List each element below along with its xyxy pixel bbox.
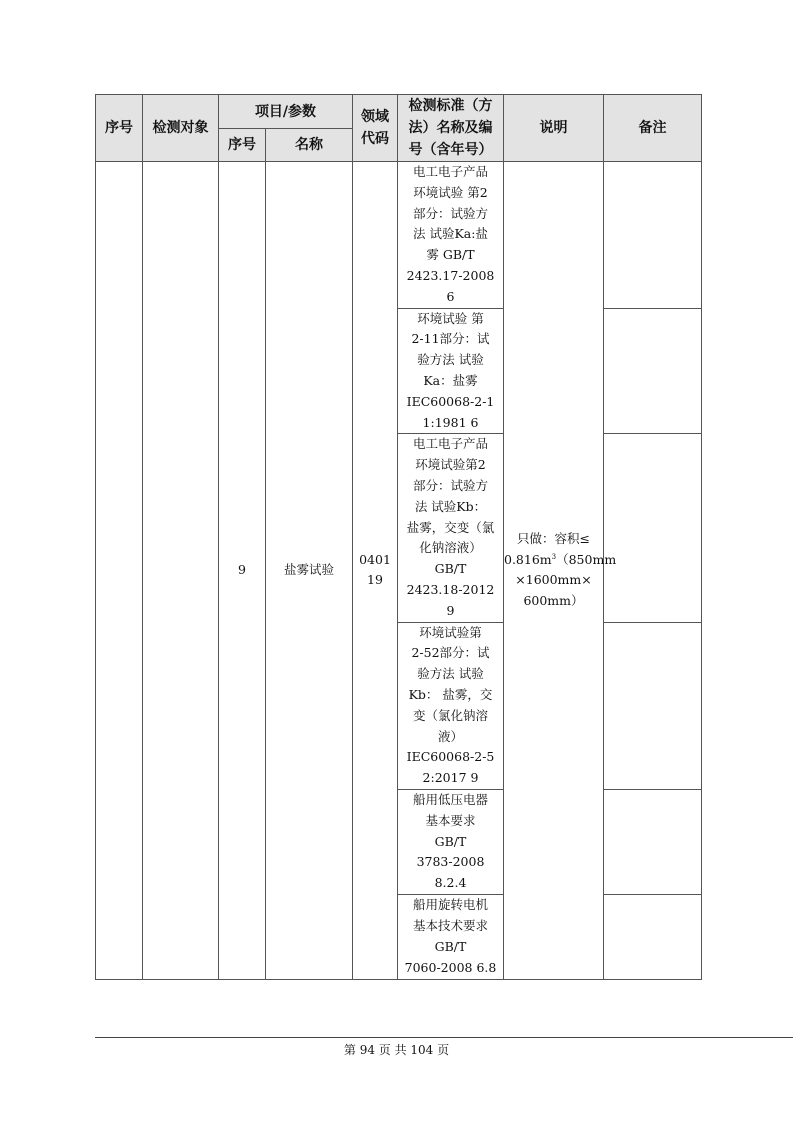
standard-line: GB/T — [434, 833, 467, 849]
standard-line: 变（氯化钠溶 — [412, 707, 488, 723]
standard-line: 2423.17-2008 — [406, 267, 495, 283]
note-line: ×1600mm× — [515, 572, 592, 588]
standard-line: 基本技术要求 — [412, 918, 488, 934]
standard-line: 2423.18-2012 — [406, 581, 495, 597]
note-line: 只做：容积≤ — [517, 530, 590, 546]
remark-cell — [604, 162, 702, 309]
remark-cell — [604, 894, 702, 979]
remark-cell — [604, 622, 702, 789]
remark-cell — [604, 789, 702, 894]
row-seq-cell — [96, 162, 143, 980]
standard-line: 验方法 试验 — [417, 352, 484, 368]
standard-line: 部分：试验方 — [412, 477, 488, 493]
standard-line: GB/T — [434, 561, 467, 577]
standard-line: 9 — [446, 602, 455, 618]
standard-line: 电工电子产品 — [412, 436, 488, 452]
standard-line: 环境试验第2 — [415, 457, 486, 473]
standard-line: 3783-2008 — [416, 854, 485, 870]
row-object-cell — [143, 162, 219, 980]
standard-cell — [398, 308, 504, 434]
standard-line: 盐雾，交变（氯 — [406, 519, 495, 535]
standard-line: 船用旋转电机 — [412, 897, 488, 913]
standard-line: Kb： 盐雾，交 — [408, 686, 493, 702]
standard-line: 2:2017 9 — [422, 770, 479, 786]
test-scope-table — [95, 94, 702, 980]
header-standard-line: 号（含年号） — [408, 142, 493, 158]
note-dim: （850mm — [556, 551, 617, 567]
header-standard-line: 检测标准（方 — [408, 98, 493, 114]
standard-line: 2-52部分：试 — [411, 645, 490, 661]
header-item-param: 项目/参数 — [219, 95, 353, 129]
standard-line: 法 试验Kb： — [414, 498, 487, 514]
item-name-cell: 盐雾试验 — [266, 162, 353, 980]
standard-line: 验方法 试验 — [417, 666, 484, 682]
standard-cell — [398, 894, 504, 979]
standard-line: 8.2.4 — [434, 875, 467, 891]
standard-line: 环境试验 第2 — [413, 184, 488, 200]
standard-line: 环境试验 第 — [417, 310, 484, 326]
standard-line: 船用低压电器 — [412, 791, 488, 807]
item-number-cell: 9 — [219, 162, 266, 980]
standard-line: 液） — [437, 728, 463, 744]
standard-line: 6 — [446, 288, 455, 304]
standard-cell — [398, 622, 504, 789]
standard-line: 部分：试验方 — [412, 205, 488, 221]
header-standard — [398, 95, 504, 162]
table-row — [96, 162, 702, 309]
footer-divider — [95, 1037, 793, 1038]
standard-line: IEC60068-2-5 — [406, 749, 495, 765]
standard-line: 法 试验Ka:盐 — [413, 226, 488, 242]
header-standard-line: 法）名称及编 — [408, 120, 493, 136]
standard-line: 2-11部分：试 — [411, 331, 490, 347]
standard-cell — [398, 434, 504, 622]
header-object: 检测对象 — [143, 95, 219, 162]
header-sub-seq: 序号 — [219, 129, 266, 162]
page-number: 第 94 页 共 104 页 — [343, 1043, 450, 1057]
note-cell — [504, 162, 617, 980]
header-field-code-line: 领域 — [361, 109, 389, 125]
standard-line: 1:1981 6 — [422, 414, 479, 430]
standard-cell — [398, 162, 504, 309]
header-field-code-line: 代码 — [361, 131, 389, 147]
standard-line: 环境试验第 — [419, 624, 482, 640]
remark-cell — [604, 308, 702, 434]
standard-line: IEC60068-2-1 — [406, 393, 495, 409]
header-sub-name: 名称 — [266, 129, 353, 162]
field-code-line: 0401 — [359, 551, 391, 567]
standard-line: GB/T — [434, 938, 467, 954]
standard-cell — [398, 789, 504, 894]
note-line — [504, 550, 617, 571]
header-field-code — [353, 95, 398, 162]
standard-line: 7060-2008 6.8 — [404, 959, 497, 975]
header-note: 说明 — [504, 95, 604, 162]
field-code-line: 19 — [367, 572, 383, 588]
header-seq: 序号 — [96, 95, 143, 162]
note-superscript: 3 — [551, 552, 557, 561]
header-remark: 备注 — [604, 95, 702, 162]
note-volume: 0.816m — [504, 551, 552, 567]
standard-line: 基本要求 — [425, 812, 476, 828]
remark-cell — [604, 434, 702, 622]
standard-line: 雾 GB/T — [426, 247, 475, 263]
field-code-cell — [353, 162, 398, 980]
note-line: 600mm） — [523, 593, 584, 609]
standard-line: 化钠溶液） — [419, 540, 482, 556]
standard-line: 电工电子产品 — [412, 164, 488, 179]
standard-line: Ka：盐雾 — [423, 372, 478, 388]
